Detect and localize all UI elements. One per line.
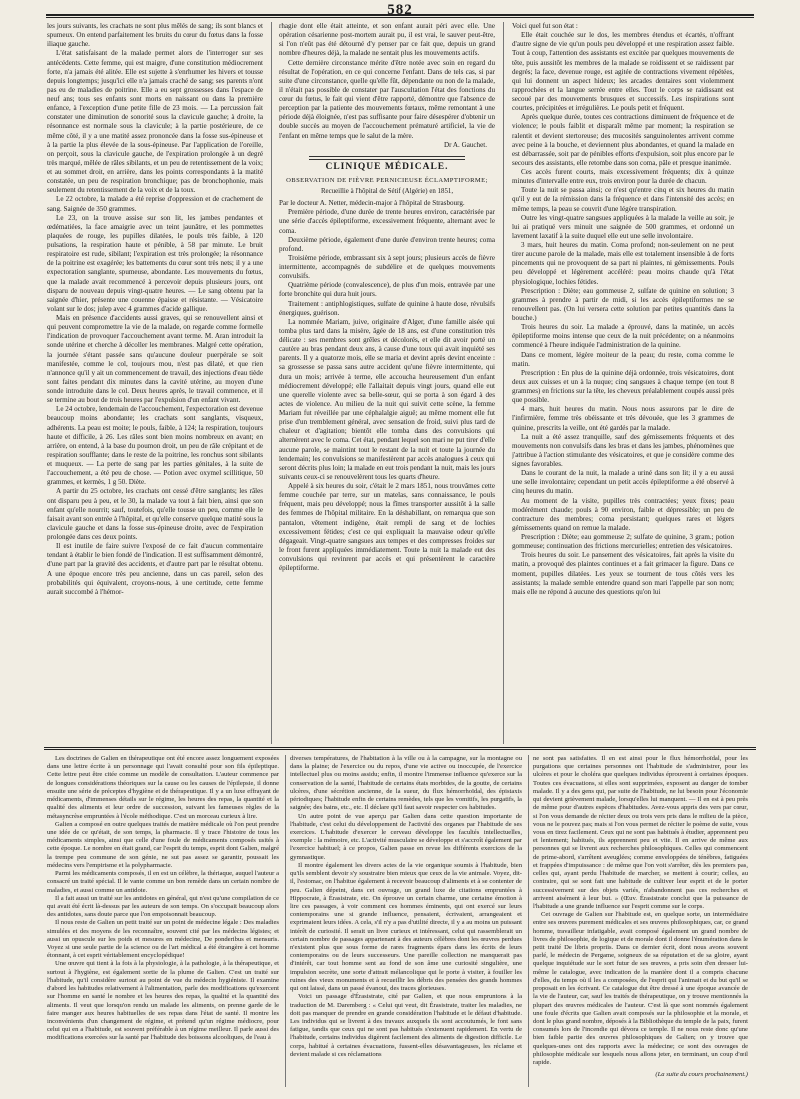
paragraph: Voici un passage d'Érasistrate, cité par Galien, et que nous empruntons à la traduction de M. Daremberg : « Celui qui veut, dit Érasistrate, traiter les maladies, ne doit pas manquer de prendre en grande considération l'habitude et le défaut d'habitude. Les individus qui se livrent à des travaux auxquels ils sont accoutumés, le font sans fatigue, tandis que ceux qui ne sont pas habitués s'extenuent rapidement. En vertu de l'habitude, certains individus digèrent facilement des aliments de digestion difficile. Le corps, habitué à certaines évacuations, fussent-elles désavantageuses, les réclame et devient malade si ces réclamations <box>290 993 522 1058</box>
paragraph: Cette dernière circonstance mérite d'être notée avec soin en regard du résultat de l'opération, en ce qui concerne l'enfant. Dans de tels cas, si par suite d'une circonstance, quelle qu'elle fût, dépendante ou non de la malade, il n'était pas possible de constater par l'auscultation l'état des fonctions du cœur du fœtus, le fait qui vient d'être rapporté, démontre que l'absence de perception par la patiente des mouvements fœtaux, même remontant à une période déjà éloignée, n'est pas suffisante pour faire désespérer d'obtenir un double succès au moyen de l'accouchement prématuré artificiel, la vie de l'enfant en même temps que le salut de la mère. <box>279 58 495 140</box>
paragraph: ne sont pas satisfaites. Il en est ainsi pour le flux hémorrhoïdal, pour les purgations que certaines personnes ont l'habitude de s'administrer, pour les ulcères et pour le choléra que quelques individus éprouvent à certaines époques. Toutes ces évacuations, si elles sont supprimées, exposent au danger de tomber malade. Il y a des gens qui, par suite de l'habitude, ne lui besoin pour l'économie qui devient grièvement malade, lorsqu'elles lui manquent. — Il en est à peu près de même pour d'autres espèces d'habitudes. Avez-vous appris des vers par cœur, si l'on vous demande de réciter deux ou trois vers pris dans le milieu de la pièce, vous ne le pouvez pas; mais si l'on vous permet de réciter le poème de suite, vous vous en tirez facilement. Ceux qui ne sont pas habitués à étudier, apprennent peu et lentement; habitués, ils apprennent peu et vite. Il en arrive de même aux personnes qui se livrent aux recherches philosophiques. Celles qui commencent de prime-abord, s'arrêtent aveuglées; comme enveloppées de ténèbres, fatiguées et frappées d'impuissance : de même que l'on voit s'arrêter, dès les premiers pas, celles qui, ayant perdu l'habitude de marcher, se mettent à courir; celles, au contraire, qui se sont fait une habitude de cultiver leur esprit et de le porter successivement sur des objets variés, n'abandonnent pas ces recherches et arrivent aisément à leur but. » (Œuv. Érasistrate conclut que la puissance de l'habitude a une grande influence sur l'esprit comme sur le corps. <box>533 755 748 910</box>
paragraph: Deuxième période, également d'une durée d'environ trente heures; coma profond. <box>279 235 495 253</box>
paragraph: L'état satisfaisant de la malade permet alors de l'interroger sur ses antécédents. Cette femme, qui est maigre, d'une constitution médiocrement forte, n'a jamais été alitée. Elle est sujette à s'enrhumer les hivers et tousse depuis longtemps; jusqu'ici elle n'a jamais craché de sang; ses parents n'ont pas eu de maladies de poitrine. Elle a eu sept grossesses dans l'espace de neuf ans; tous ses enfants sont morts en naissant ou dans la première enfance, à l'exception d'une petite fille de 23 mois. — La percussion fait constater une diminution de sonorité sous la clavicule gauche; à droite, la résonnance est normale sous la clavicule; à la partie postérieure, de ce même côté, il y a une matité assez prononcée dans la fosse sus-épineuse et à la partie la plus élevée de la sous-épineuse. Par l'application de l'oreille, on perçoit, sous la clavicule gauche, de l'expiration prolongée à un degré très marqué, mêlée de râles sibilants, et un peu de retentissement de la voix; et au sommet droit, en arrière, dans les points correspondants à la matité constatée, un peu de respiration bronchique; pas de bronchophonie, mais seulement du retentissement de la voix et de la toux. <box>47 49 263 195</box>
top-column-2 <box>279 22 495 744</box>
paragraph: Cet ouvrage de Galien sur l'habitude est, en quelque sorte, un intermédiaire entre ses œuvres purement médicales et ses œuvres philosophiques, car, ce grand homme, travailleur infatigable, avait composé également un grand nombre de livres de philosophie, de logique et de morale dont il donne l'énumération dans le petit traité De libris propriis. Dans ce dernier écrit, dont nous avons souvent parlé, le médecin de Pergame, soigneux de sa réputation et de sa gloire, ayant quelque inquiétude sur le sort futur de ses œuvres, a pris soin d'en dresser lui-même le catalogue, avec indication de la manière dont il a compris chacune d'elles, du temps où il les a composées, de l'esprit qui l'animait et du but qu'il se proposait en les écrivant. Ce catalogue dut être dressé à une époque avancée de la vie de l'auteur, car, sauf les traités de thérapeutique, on y trouve mentionnés la plupart des œuvres médicales de l'auteur. C'est là que sont nommés également une foule d'écrits que Galien avait composés sur la philosophie et la morale, et dont le plus grand nombre, déposés à la Bibliothèque du temple de la paix, furent consumés lors de l'incendie qui dévora ce temple. Il ne nous reste donc qu'une bien faible partie des œuvres philosophiques de Galien; on y trouve que quelques-unes ont des rapports avec la médecine; ce sont des ouvrages de philosophie médicale sur lesquels nous allons jeter, en terminant, un coup d'œil rapide. <box>533 911 748 1067</box>
section-rule <box>309 156 465 160</box>
observation-title: OBSERVATION DE FIÈVRE PERNICIEUSE ÉCLAMPTIFORME; <box>286 176 488 184</box>
paragraph: Il nous reste de Galien un petit traité sur un point de médecine légale : Des maladies simulées et des moyens de les reconnaître, souvent cité par les médecins légistes; et aussi un opuscule sur les poids et mesures en médecine, De ponderibus et mensuris. Voyez si une seule partie de la science ou de l'art médical a été étrangère à cet homme étonnant, à cet esprit véritablement encyclopédique! <box>47 919 279 960</box>
paragraph: Ces accès furent courts, mais excessivement fréquents; dix à quinze minutes d'intervalle entre eux, trois environ pour la durée de chacun. <box>512 168 734 186</box>
header-rule <box>46 14 754 18</box>
top-column-3 <box>512 22 734 744</box>
feuilleton-separator <box>44 747 756 750</box>
case-conclusion <box>279 22 495 141</box>
bottom-column-2 <box>290 755 522 1087</box>
paragraph: Le 24 octobre, lendemain de l'accouchement, l'expectoration est devenue beaucoup moins abondante; les crachats sont sanglants, visqueux, adhérents. La peau est moite; le pouls, faible, à 124; la respiration, toujours haute et difficile, à 26. Les râles sont bien moins nombreux en avant; en arrière, on entend, à la base du poumon droit, un peu de râle crépitant et de respiration soufflante; dans le reste de la poitrine, les ronchus sont sibilants et muqueux. — La perte de sang par les parties génitales, à la suite de l'accouchement, a été peu de chose. — Potion avec oxymel scillitique, 50 grammes, et kermès, 1 g 50. Diète. <box>47 405 263 487</box>
bottom-column-3 <box>533 755 748 1087</box>
page-number: 582 <box>387 2 413 18</box>
paragraph: les jours suivants, les crachats ne sont plus mêlés de sang; ils sont blancs et spumeux. On entend parfaitement les bruits du cœur du fœtus dans la fosse iliaque gauche. <box>47 22 263 49</box>
paragraph: Il montre également les divers actes de la vie organique soumis à l'habitude, bien qu'ils semblent devoir s'y soustraire bien mieux que ceux de la vie animale. Voyez, dit-il, l'estomac, on l'habitue également à recevoir beaucoup d'aliments et à se contenter de peu. Galien dépeint, dans cet ouvrage, un grand luxe de citations empruntées à Hippocrate, à Érasistrate, etc. On éprouve un certain charme, une certaine émotion à lire ces passages, à voir comment ces hommes éminents, qui ont exercé sur leurs contemporains une si grande influence, pensaient, écrivaient, arrangeaient et exprimaient leurs idées. A cela, s'il n'y a pas d'utilité directe, il y a au moins un puissant intérêt de curiosité. Il serait un livre curieux et intéressant, celui qui rassemblerait un certain nombre de passages appartenant à des auteurs célèbres dont les œuvres perdues n'existent plus que sous forme de rares fragments épars dans les écrits de leurs contemporains ou de leurs successeurs. Une pareille collection ne manquerait pas d'intérêt, car tout homme sent au fond de son âme une curiosité singulière, une impulsion secrète, une sorte d'attrait mélancolique qui le porte à visiter, à fouiller les ruines des vieux monuments et à recueillir les débris des pensées des grands hommes qui ont laissé, dans un passé évanoui, des traces glorieuses. <box>290 861 522 993</box>
paragraph: Elle était couchée sur le dos, les membres étendus et écartés, n'offrant d'autre signe de vie qu'un pouls peu développé et une respiration assez faible. Tout à coup, l'attention des assistants est excitée par quelques mouvements de tête, puis aussitôt les membres de la malade se roidissent et se raidissent par degrés; la face, devenue rouge, est agitée de contractions vivement répétées, qui lui donnent un aspect hideux; les arcades dentaires sont violemment rapprochées et la langue serrée entre elles. Tout le corps se raidissant est secoué par des mouvements brusques et successifs. Les inspirations sont courtes, précipitées et irrégulières. Le pouls petit et fréquent. <box>512 31 734 113</box>
paragraph: 3 mars, huit heures du matin. Coma profond; non-seulement on ne peut tirer aucune parole de la malade, mais elle est totalement insensible à de forts pincements qui ne provoquent de sa part ni plaintes, ni gémissements. Pouls peu développé et légèrement accéléré: peau moins chaude qu'à l'état physiologique, lochies fétides. <box>512 241 734 286</box>
paragraph: Une œuvre qui tient à la fois à la physiologie, à la pathologie, à la thérapeutique, et surtout à l'hygiène, est également sortie de la plume de Galien. C'est un traité sur l'habitude, qu'il considère surtout au point de vue du médecin hygiéniste. Il examine d'abord les habitudes relativement à l'alimentation, parle des modifications qu'exercent sur l'homme en santé le nombre et les heures des repas, la qualité et la quantité des aliments. Il veut que lorsqu'on rendu un malade les aliments, on prenne garde de le faire manger aux heures habituelles de ses repas dans l'état de santé. Il montre les inconvénients d'un changement de régime, et prétend qu'un régime médiocre, pour celui qui en a l'habitude, est souvent préférable à un régime meilleur. Il parle aussi des modifications exercées sur la santé par l'habitude des boissons alcooliques, de l'eau à <box>47 960 279 1042</box>
top-column-1 <box>47 22 263 744</box>
section-header <box>279 156 495 172</box>
paragraph: Première période, d'une durée de trente heures environ, caractérisée par une série d'accès épileptiforme, excessivement fréquente, alternant avec le coma. <box>279 208 495 235</box>
paragraph: Prescription : Diète; eau gommeuse 2, sulfate de quinine en solution; 3 grammes à prendre à partir de midi, si les accès épileptiformes ne se renouvellent pas. (On lui versera cette solution par petites quantités dans la bouche.) <box>512 286 734 322</box>
bottom-column-3-body <box>533 755 748 1067</box>
paragraph: Il a fait aussi un traité sur les antidotes en général, qui n'est qu'une compilation de ce qui avait été écrit là-dessus par les auteurs de son temps. On s'occupait beaucoup alors des antidotes, sans doute parce que l'on empoisonnait beaucoup. <box>47 894 279 919</box>
column-divider <box>503 22 504 744</box>
paragraph: Trois heures du soir. Le pansement des vésicatoires, fait après la visite du matin, a provoqué des plaintes continues et a fait grimacer la figure. Dans ce moment, pupilles dilatées. Les yeux se tournent de tous côtés vers les assistants; la malade semble entendre quand son mari l'appelle par son nom; mais elle ne répond à aucune des questions qu'on lui <box>512 551 734 596</box>
to-be-continued: (La suite du cours prochainement.) <box>655 1071 748 1079</box>
column-divider <box>285 755 286 1087</box>
paragraph: Troisième période, embrassant six à sept jours; plusieurs accès de fièvre intermittente, accompagnés de subdélire et de quelques mouvements convulsifs. <box>279 253 495 281</box>
paragraph: Prescription : En plus de la quinine déjà ordonnée, trois vésicatoires, dont deux aux cuisses et un à la nuque; cinq sangsues à chaque tempe (en tout 8 grammes) en frictions sur la tête, les cheveux préalablement coupés aussi près que possible. <box>512 368 734 405</box>
paragraph: rhagie dont elle était atteinte, et son enfant aurait péri avec elle. Une opération césarienne post-mortem aurait pu, il est vrai, le sauver peut-être, si l'on n'eût pas été détourné d'y penser par ce fait que, depuis un grand nombre d'heures déjà, la malade ne sentait plus les mouvements actifs. <box>279 22 495 58</box>
paragraph: Il est inutile de faire suivre l'exposé de ce fait d'aucun commentaire tendant à établir le bien fondé de l'indication. Il est suffisamment démontré, d'une part par la gravité des accidents, et d'autre part par le résultat obtenu. A une époque encore très peu ancienne, dans un cas pareil, selon des probabilités qui équivalent, croyons-nous, à une certitude, cette femme aurait succombé à l'hémor- <box>47 542 263 596</box>
paragraph: Traitement : antiphlogistiques, sulfate de quinine à haute dose, révulsifs énergiques, guérison. <box>279 299 495 317</box>
paragraph: Voici quel fut son état : <box>512 22 578 30</box>
paragraph: Prescription : Diète; eau gommeuse 2; sulfate de quinine, 3 gram.; potion gommeuse; continuation des frictions mercurielles; entretien des vésicatoires. <box>512 533 734 551</box>
paragraph: Toute la nuit se passa ainsi; ce n'est qu'entre cinq et six heures du matin qu'il y eut de la rémission dans la fréquence et dans l'intensité des accès; en même temps, la peau se couvrit d'une légère transpiration. <box>512 186 734 213</box>
paragraph: La nuit a été assez tranquille, sauf des gémissements fréquents et des mouvements non convulsifs dans les bras et dans les jambes, phénomènes que j'attribue à l'action stimulante des vésicatoires, et que je considère comme des signes favorables. <box>512 432 734 468</box>
paragraph: Parmi les médicaments composés, il en est un célèbre, la thériaque, auquel l'auteur a consacré un traité spécial. Il le vante comme un bon remède dans un certain nombre de maladies, et aussi comme un antidote. <box>47 870 279 894</box>
paragraph: Outre les vingt-quatre sangsues appliquées à la malade la veille au soir, je lui ai pratiqué vers minuit une saignée de 500 grammes, et ordonné un lavement laxatif à la suite duquel elle eut une selle involontaire. <box>512 213 734 240</box>
paragraph: Dans le courant de la nuit, la malade a uriné dans son lit; il y a eu aussi une selle involontaire; cependant un petit accès épileptiforme a été observé à cinq heures du matin. <box>512 469 734 496</box>
paragraph: Après quelque durée, toutes ces contractions diminuent de fréquence et de violence; le pouls faiblit et disparaît même par moment; la respiration se ralentit et devient stertoreuse; des mucosités sanguinolentes arrivent comme avec peine à la bouche, et deviennent plus abondantes, et quand la malade en est débarrassée, soit par de pénibles efforts d'expulsion, soit plus encore par le secours des assistants, elle retombe dans son coma, pâle et presque inanimée. <box>512 113 734 167</box>
bottom-column-1 <box>47 755 279 1087</box>
observation-subtitle: Recueillie à l'hôpital de Sétif (Algérie) en 1851, <box>320 188 454 195</box>
paragraph: Dans ce moment, légère moiteur de la peau; du reste, coma comme le matin. <box>512 350 734 368</box>
paragraph: Au moment de la visite, pupilles très contractées; yeux fixes; peau modérément chaude; pouls à 90 environ, faible et dépressible; un peu de contracture des membres; coma persistant; quelques rares et légers gémissements quand on remue la malade. <box>512 496 734 532</box>
paragraph: Quatrième période (convalescence), de plus d'un mois, entravée par une forte bronchite qui dura huit jours. <box>279 281 495 299</box>
paragraph: Par le docteur A. Netter, médecin-major à l'hôpital de Strasbourg. <box>279 199 465 208</box>
author-signature: Dr A. Gauchet. <box>444 140 487 149</box>
paragraph: Galien a composé en outre quelques traités de matière médicale où l'on peut prendre une idée de ce qu'était, de son temps, la pharmacie. Il y trace l'histoire de tous les médicaments simples, ainsi que celle d'une foule de médicaments composés usités à cette époque. Le nombre en était grand, car l'esprit du temps, esprit dont Galien, malgré la trempe peu commune de son génie, ne sut pas assez se garantir, poussait les médecins vers l'empirisme et la polypharmacie. <box>47 820 279 869</box>
section-title: CLINIQUE MÉDICALE. <box>325 161 449 172</box>
paragraph: diverses températures, de l'habitation à la ville ou à la campagne, sur la montagne ou dans la plaine; de l'exercice ou du repos, d'une vie active ou inoccupée, de l'exercice intellectuel plus ou moins assidu; enfin, il montre l'immense influence qu'exerce sur la conservation de la santé, l'habitude de certains états morbides, de la goutte, de certains ulcères, d'une sécrétion ancienne, de la sueur, du flux hémorrhoïdal, des épistaxis périodiques; l'habitude enfin de certains remèdes, tels que les vomitifs, les purgatifs, la saignée; des bains, etc., etc. Il déclare qu'il faut savoir respecter ces habitudes. <box>290 755 522 812</box>
paragraph: Le 22 octobre, la malade a été reprise d'oppression et de crachement de sang. Saignée de 350 grammes. <box>47 195 263 213</box>
paragraph: 4 mars, huit heures du matin. Nous nous assurons par le dire de l'infirmière, femme très obéissante et très dévouée, que les 3 grammes de quinine, prescrits la veille, ont été gardés par la malade. <box>512 405 734 432</box>
paragraph: Les doctrines de Galien en thérapeutique ont été encore assez longuement exposées dans une lettre écrite à un personnage qui l'avait consulté pour son fils épileptique. Cette lettre peut être citée comme un modèle de consultation. L'auteur commence par de longues considérations théoriques sur la cause ou les causes de l'épilepsie, il donne ensuite une série de préceptes d'hygiène et de thérapeutique. Il y a un luxe effrayant de médicaments, d'immenses détails sur le régime, les heures des repas, la quantité et la qualité des aliments et leur ordre de succession, suivant les fameuses règles de la métasyncrèse empruntées à l'école méthodique. C'est un morceau curieux à lire. <box>47 755 279 820</box>
paragraph: A partir du 25 octobre, les crachats ont cessé d'être sanglants; les râles ont disparu peu à peu, et le 30, la malade va tout à fait bien, ainsi que son enfant qu'elle nourrit; sauf, toutefois, qu'elle tousse un peu, comme elle le faisait avant son entrée à l'hôpital, et qu'elle conserve quelque matité sous la clavicule gauche et dans la fosse sus-épineuse droite, avec de l'expiration prolongée dans ces deux points. <box>47 487 263 541</box>
column-divider <box>271 22 272 744</box>
paragraph: Appelé à six heures du soir, c'était le 2 mars 1851, nous trouvâmes cette femme couchée par terre, sur un matelas, sans connaissance, le pouls fréquent, mais peu développé; nous la fîmes transporter aussitôt à la salle des femmes de l'hôpital militaire. En la déshabillant, on remarqua que son pantalon, vêtement indigène, était rempli de sang et de lochies excessivement fétides; c'est ce qui expliquait la mauvaise odeur qu'elle dégageait. Vingt-quatre sangsues aux tempes et des compresses froides sur le front furent appliquées immédiatement. Toute la nuit la malade eut des convulsions qui revinrent par accès et qui présentèrent le caractère épileptiforme. <box>279 482 495 573</box>
paragraph: Un autre point de vue aperçu par Galien dans cette question importante de l'habitude, c'est celui du développement de l'activité des organes par l'habitude de ses exercices. L'habitude d'exercer le cerveau développe les facultés intellectuelles, exemple : la mémoire, etc. L'activité musculaire se développe et s'accroît également par l'exercice habituel; à ce propos, Galien passe en revue les différents exercices de la gymnastique. <box>290 812 522 861</box>
paragraph: La nommée Mariam, juive, originaire d'Alger, d'une famille aisée qui tomba plus tard dans la misère, âgée de 18 ans, est d'une constitution très délicate : ses membres sont grêles et décolorés, et elle dit avoir porté un cautère au bras pendant deux ans, à cause d'une toux qui avait inquiété ses parents. Il y a quatorze mois, elle se maria et devint après devint enceinte : sa grossesse se passa sans autre accident qu'une fièvre intermittente, qui dura un mois; arrivée à terme, elle accoucha heureusement d'un enfant médiocrement développé; elle l'allaitait depuis vingt jours, quand elle eut une querelle violente avec sa belle-sœur, qui se porta à son égard à des actes de violence. Au milieu de la nuit qui suivit cette scène, la femme Mariam fut réveillée par une céphalalgie aiguë; au même moment elle fut prise d'un tremblement général, avec sensation de froid, suivi plus tard de chaleur et d'agitation; bientôt elle tomba dans des convulsions qui alternèrent avec le coma. Cet état, pendant lequel son mari ne put tirer d'elle aucune parole, se maintint tout le restant de la nuit et toute la journée du lendemain; les convulsions se manifestèrent par accès analogues à ceux qui seront décrits plus loin; la malade en eut trois pendant la nuit, mais les jours suivants ceux-ci se renouvelèrent tous les quarts d'heure. <box>279 317 495 481</box>
column-divider <box>528 755 529 1087</box>
paragraph: Trois heures du soir. La malade a éprouvé, dans la matinée, un accès épileptiforme moins intense que ceux de la nuit précédente; on a néanmoins commencé à l'heure indiquée l'administration de la quinine. <box>512 323 734 350</box>
paragraph: Le 23, on la trouve assise sur son lit, les jambes pendantes et œdématiées, la face amaigrie avec un teint jaunâtre, et les pommettes plaquées de rouge, les pupilles dilatées, le pouls très faible, à 120 pulsations, la respiration haute et pénible, à 58 par minute. Le bruit respiratoire est rude, sibilant; l'expiration est très prolongée; la résonnance de la poitrine est exagérée; les battements du cœur sont très nets; il y a une expectoration sanglante, spumeuse, abondante. Les mouvements du fœtus, que la malade avait recommencé à percevoir depuis plusieurs jours, ont disparu de nouveau depuis vingt-quatre heures. — Le sang obtenu par la saignée d'hier, présente une couenne épaisse et résistante. — Vésicatoire volant sur le dos; julep avec 4 grammes d'acide gallique. <box>47 213 263 313</box>
paragraph: Mais en présence d'accidents aussi graves, qui se renouvellent ainsi et qui peuvent compromettre la vie de la malade, on regarde comme formelle l'indication de provoquer l'accouchement avant terme. M. Aran introduit la sonde utérine et cherche à décoller les membranes. Malgré cette opération, la journée s'étant passée sans qu'aucune douleur puerpérale se soit manifestée, comme le col, toujours mou, n'est pas dilaté, et que rien n'annonce qu'il y ait un commencement de travail, des injections d'eau tiède sont faites pendant dix minutes dans la cavité utérine, au moyen d'une sonde introduite dans le col. Deux heures après, le travail commence, et il se termine au bout de trois heures par l'expulsion d'un enfant vivant. <box>47 314 263 405</box>
observation-body <box>279 199 495 573</box>
